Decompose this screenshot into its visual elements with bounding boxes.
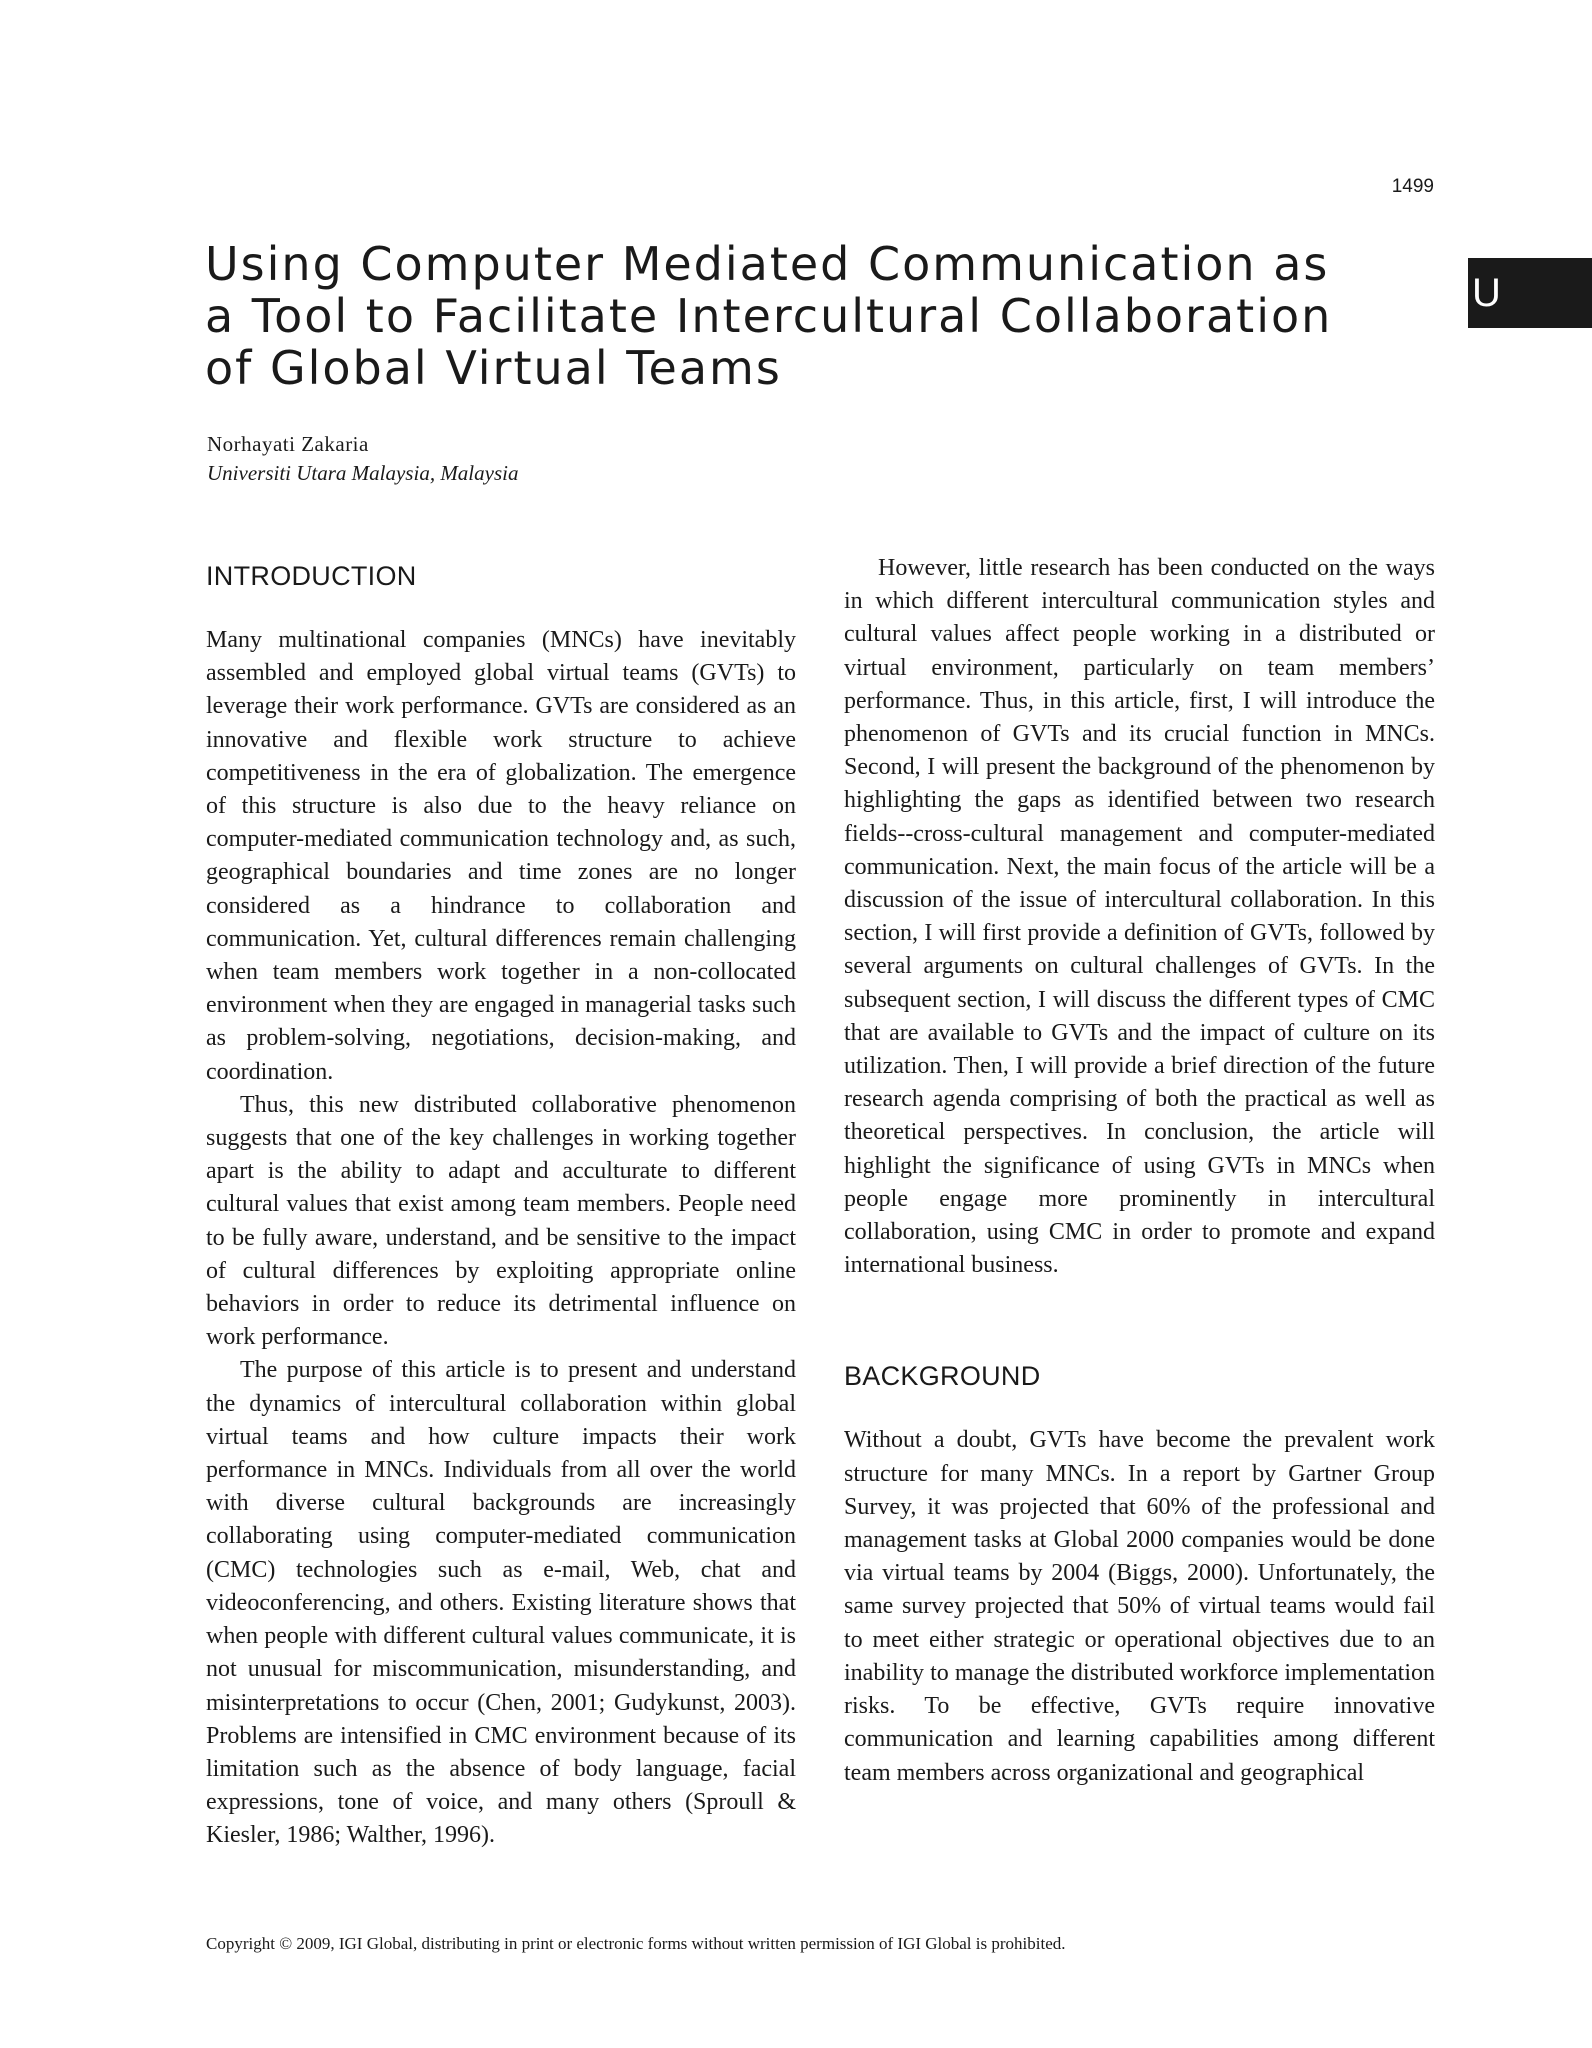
section-letter: U: [1472, 270, 1501, 315]
body-paragraph: However, little research has been conducted on the ways in which different intercultural communication styles and cultural values affect people working in a distributed or virtual environment, particularly on team members’ performance. Thus, in this article, first, I will introduce the phenomenon of GVTs and its crucial function in MNCs. Second, I will present the background of the phenomenon by highlighting the gaps as identified between two research fields--cross-cultural management and computer-mediated communication. Next, the main focus of the article will be a discussion of the issue of intercultural collaboration. In this section, I will first provide a definition of GVTs, followed by several arguments on cultural challenges of GVTs. In the subsequent section, I will discuss the different types of CMC that are available to GVTs and the impact of culture on its utilization. Then, I will provide a brief direction of the future research agenda comprising of both the practical as well as theoretical perspectives. In conclusion, the article will highlight the significance of using GVTs in MNCs when people engage more prominently in intercultural collaboration, using CMC in order to promote and expand international business.: [844, 555, 1435, 1279]
body-paragraph: Without a doubt, GVTs have become the prevalent work structure for many MNCs. In a report by Gartner Group Survey, it was projected that 60% of the professional and management tasks at Global 2000 companies would be done via virtual teams by 2004 (Biggs, 2000). Unfortunately, the same survey projected that 50% of virtual teams would fail to meet either strategic or operational objectives due to an inability to manage the distributed workforce implementation risks. To be effective, GVTs require innovative communication and learning capabilities among different team members across organizational and geographical: [844, 1427, 1435, 1786]
section-letter-tab: [1468, 258, 1592, 328]
body-paragraph: Many multinational companies (MNCs) have inevitably assembled and employed global virtual teams (GVTs) to leverage their work performance. GVTs are considered as an innovative and flexible work structure to achieve competitiveness in the era of globalization. The emergence of this structure is also due to the heavy reliance on computer-mediated communication technology and, as such, geographical boundaries and time zones are no longer considered as a hindrance to collaboration and communication. Yet, cultural differences remain challenging when team members work together in a non-collocated environment when they are engaged in managerial tasks such as problem-solving, negotiations, decision-making, and coordination.: [206, 627, 796, 1085]
background-heading: BACKGROUND: [844, 1361, 1041, 1392]
copyright-notice: Copyright © 2009, IGI Global, distributing in print or electronic forms without written permission of IGI Global is prohibited.: [206, 1934, 1066, 1953]
author-affiliation: Universiti Utara Malaysia, Malaysia: [207, 461, 519, 485]
body-paragraph: The purpose of this article is to present and understand the dynamics of intercultural collaboration within global virtual teams and how culture impacts their work performance in MNCs. Individuals from all over the world with diverse cultural backgrounds are increasingly collaborating using computer-mediated communication (CMC) technologies such as e-mail, Web, chat and videoconferencing, and others. Existing literature shows that when people with different cultural values communicate, it is not unusual for miscommunication, misunderstanding, and misinterpretations to occur (Chen, 2001; Gudykunst, 2003). Problems are intensified in CMC environment because of its limitation such as the absence of body language, facial expressions, tone of voice, and many others (Sproull & Kiesler, 1986; Walther, 1996).: [206, 1357, 796, 1849]
introduction-heading: INTRODUCTION: [206, 561, 417, 591]
title-line: a Tool to Facilitate Intercultural Collaboration: [205, 289, 1333, 343]
page-number: 1499: [1391, 176, 1434, 197]
title-line: Using Computer Mediated Communication as: [205, 237, 1330, 291]
title-line: of Global Virtual Teams: [205, 341, 782, 395]
left-column: [206, 552, 796, 1853]
article-title: [205, 238, 1455, 394]
author-name: Norhayati Zakaria: [207, 432, 369, 456]
right-column: [844, 552, 1435, 1790]
body-paragraph: Thus, this new distributed collaborative phenomenon suggests that one of the key challenges in working together apart is the ability to adapt and acculturate to different cultural values that exist among team members. People need to be fully aware, understand, and be sensitive to the impact of cultural differences by exploiting appropriate online behaviors in order to reduce its detrimental influence on work performance.: [206, 1091, 796, 1351]
